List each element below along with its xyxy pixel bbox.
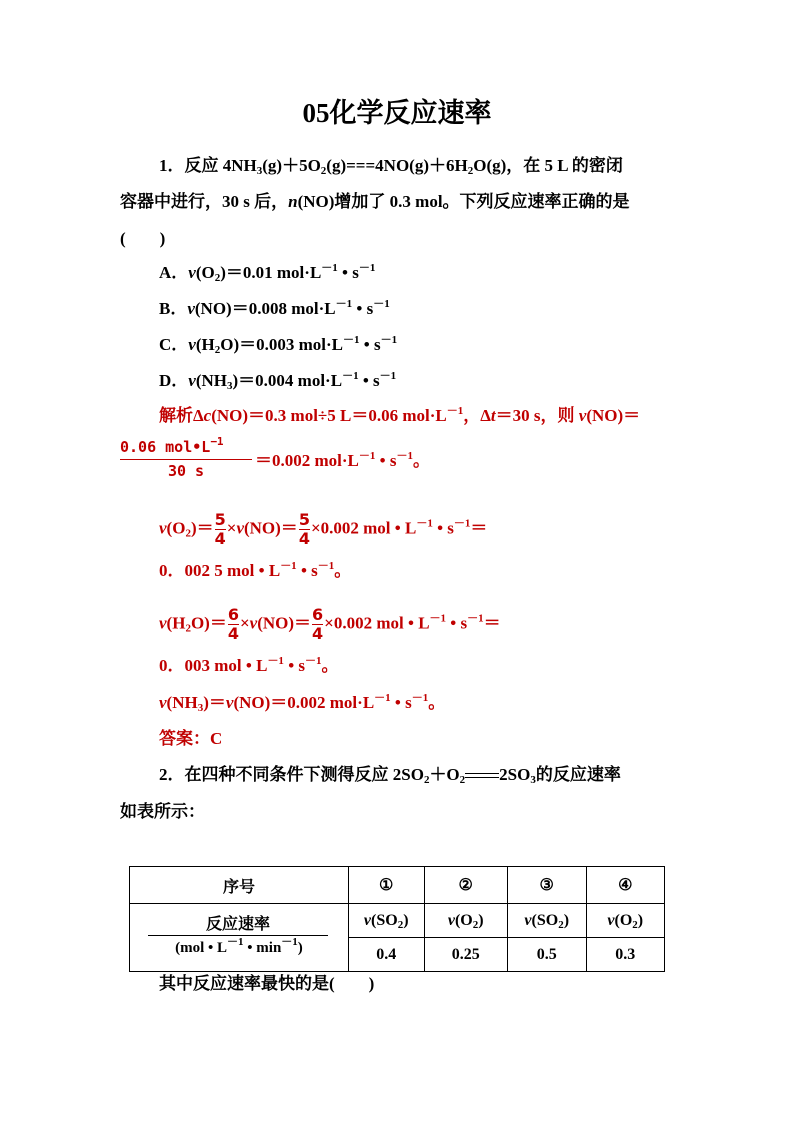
q1-answer-blank: ( )	[120, 229, 166, 248]
table-col-1: ①	[348, 867, 424, 904]
analysis-line2-result: ＝0.002 $mol\cdot L^{-1}$ • $s^{-1}$。	[255, 450, 430, 470]
table-col-4: ④	[586, 867, 665, 904]
rate-unit-header: 反应速率 (mol • $L^{-1}$ • $\min^{-1}$)	[130, 904, 349, 972]
table-header-label: 序号	[130, 867, 349, 904]
analysis-rate-fraction: 0.06 $mol•L^{-1}$ 30 s	[120, 436, 252, 482]
q1-stem-line2: 容器中进行，30 s 后，n(NO)增加了 0.3 mol。下列反应速率正确的是	[120, 192, 630, 211]
q1-option-d: D．$v(NH_3)=0.004$ $mol\cdot L^{-1}$ • $s^{-1}$	[159, 370, 397, 392]
table-row	[130, 904, 665, 938]
analysis-line1: 解析Δc(NO)＝0.3 mol÷5 L＝0.06 $mol\cdot L^{-1}$，Δt＝30 s，则 v(NO)＝	[159, 405, 641, 425]
table-col-3: ③	[507, 867, 586, 904]
page-title: 05化学反应速率	[302, 98, 492, 128]
rate-table	[129, 866, 665, 972]
table-value-4: 0.3	[586, 938, 665, 972]
q1-option-c: C．$v(H_2O)=0.003$ $mol\cdot L^{-1}$ • $s^{-1}$	[159, 334, 398, 356]
q2-question: 其中反应速率最快的是( )	[159, 974, 375, 993]
analysis-o2-result: 0．002 5 mol • $L^{-1}$ • $s^{-1}$。	[159, 560, 352, 580]
analysis-o2-line: $v(O_2)=$ $\frac{5}{4}$ ×v(NO)＝ $\frac{5}{4}$ ×0.002 mol • $L^{-1}$ • $s^{-1}=$	[159, 510, 488, 548]
q1-option-a: A．$v(O_2)=0.01$ $mol\cdot L^{-1}$ • $s^{-1}$	[159, 262, 376, 284]
table-value-3: 0.5	[507, 938, 586, 972]
table-species-2: $v(O_2)$	[424, 904, 507, 938]
table-species-3: $v(SO_2)$	[507, 904, 586, 938]
analysis-h2o-result: 0．003 mol • $L^{-1}$ • $s^{-1}$。	[159, 655, 339, 675]
analysis-h2o-line: $v(H_2O)=$ $\frac{6}{4}$ ×v(NO)＝ $\frac{6}{4}$ ×0.002 mol • $L^{-1}$ • $s^{-1}=$	[159, 605, 501, 643]
table-species-4: $v(O_2)$	[586, 904, 665, 938]
table-col-2: ②	[424, 867, 507, 904]
analysis-nh3-line: $v(NH_3)=v(NO)=0.002$ $mol\cdot L^{-1}$ • $s^{-1}$。	[159, 692, 446, 714]
q1-option-b: B．v(NO)＝0.008 $mol\cdot L^{-1}$ • $s^{-1}$	[159, 298, 390, 318]
table-value-1: 0.4	[348, 938, 424, 972]
table-species-1: $v(SO_2)$	[348, 904, 424, 938]
q1-stem-line1: 1．反应 $4NH_3(g)+5O_2(g)===4NO(g)+6H_2O(g)$，在 5 L 的密闭	[159, 156, 623, 177]
table-value-2: 0.25	[424, 938, 507, 972]
q1-answer: 答案：C	[159, 729, 223, 748]
table-row	[130, 867, 665, 904]
reversible-arrow-icon	[465, 771, 499, 781]
q2-stem-line2: 如表所示：	[120, 802, 205, 821]
q2-stem-line1: 2．在四种不同条件下测得反应 $2SO_2+O_2$ $2SO_3$的反应速率	[159, 765, 621, 786]
